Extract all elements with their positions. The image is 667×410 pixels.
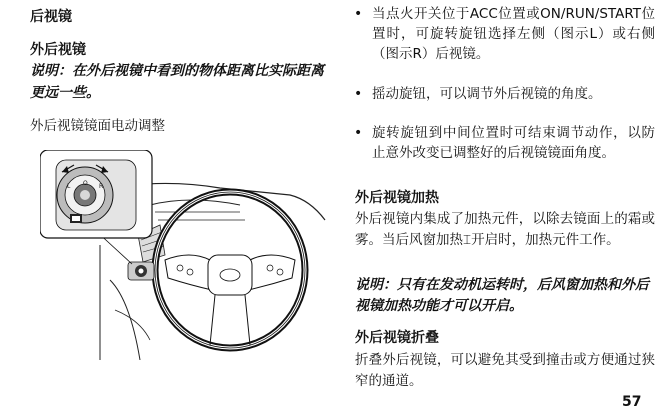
heating-title: 外后视镜加热 xyxy=(355,190,439,206)
heating-note: 说明：只有在发动机运转时，后风窗加热和外后视镜加热功能才可以开启。 xyxy=(355,277,649,314)
switch-label-right: R xyxy=(99,183,104,190)
distance-note: 说明：在外后视镜中看到的物体距离比实际距离更远一些。 xyxy=(30,63,324,101)
fold-text: 折叠外后视镜，可以避免其受到撞击或方便通过狭窄的通道。 xyxy=(355,352,655,389)
bullet-icon: • xyxy=(354,86,363,102)
list-item: • 摇动旋钮，可以调节外后视镜的角度。 xyxy=(354,86,602,102)
page-number: 57 xyxy=(622,394,642,410)
switch-label-off: O xyxy=(83,180,88,187)
mirror-control-illustration xyxy=(40,150,330,360)
heating-text: 外后视镜内集成了加热元件，以除去镜面上的霜或雾。当后风窗加热⌶开启时，加热元件工作。 xyxy=(355,211,655,248)
adjust-title: 外后视镜镜面电动调整 xyxy=(30,118,165,134)
section-title: 后视镜 xyxy=(30,9,72,25)
bullet-icon: • xyxy=(354,6,363,22)
steering-wheel-illustration xyxy=(155,192,305,348)
switch-label-left: L xyxy=(67,183,71,190)
mirror-knob-location xyxy=(128,262,154,280)
subsection-title: 外后视镜 xyxy=(30,42,86,58)
list-item: • 当点火开关位于ACC位置或ON/RUN/START位置时，可旋转旋钮选择左侧（图示L）或右侧（图示R）后视镜。 xyxy=(354,6,655,62)
fold-title: 外后视镜折叠 xyxy=(355,330,439,346)
mirror-switch-callout xyxy=(40,150,152,238)
bullet-icon: • xyxy=(354,125,363,141)
list-item: • 旋转旋钮到中间位置时可结束调节动作，以防止意外改变已调整好的后视镜镜面角度。 xyxy=(354,125,655,161)
